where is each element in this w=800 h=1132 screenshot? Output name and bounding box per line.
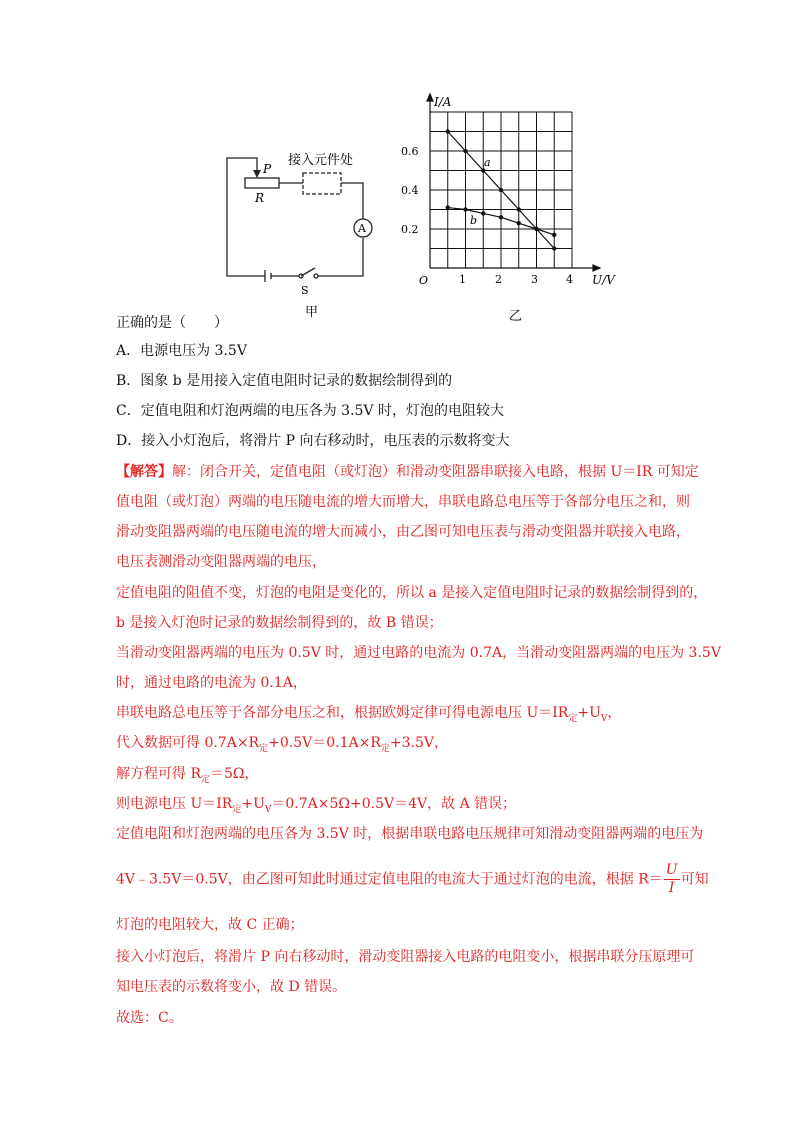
- data-point-b: [446, 205, 450, 209]
- answer-line: 滑动变阻器两端的电压随电流的增大而减小，由乙图可知电压表与滑动变阻器并联接入电路，: [116, 524, 690, 540]
- x-tick-label: 4: [566, 273, 573, 286]
- y-axis-label: I/A: [434, 95, 452, 109]
- data-point-b: [552, 233, 556, 237]
- slot-label: 接入元件处: [288, 153, 354, 168]
- x-axis-label: U/V: [592, 273, 615, 287]
- option-c: C．定值电阻和灯泡两端的电压各为 3.5V 时，灯泡的电阻较大: [116, 403, 504, 419]
- answer-line: b 是接入灯泡时记录的数据绘制得到的，故 B 错误；: [116, 615, 443, 631]
- answer-line: 则电源电压 $U=IR_定+U_V=0.7A\times 5\Omega+0.5V=4V$，故 A 错误；: [116, 796, 517, 815]
- x-tick-label: 1: [459, 273, 466, 286]
- ammeter-label: A: [358, 222, 366, 235]
- answer-line: 灯泡的电阻较大，故 C 正确；: [116, 917, 304, 933]
- data-point-b: [517, 221, 521, 225]
- x-tick-label: 3: [531, 273, 538, 286]
- ohm-fraction: $\frac{U}{I}$: [665, 862, 678, 896]
- answer-line: 代入数据可得 $0.7A\times R_定+0.5V=0.1A\times R_定+3.5V$，: [116, 735, 449, 754]
- answer-tag: 【解答】: [116, 464, 172, 480]
- data-point-b: [463, 207, 467, 211]
- y-tick-label: 0.2: [401, 223, 419, 236]
- answer-line: 定值电阻的阻值不变，灯泡的电阻是变化的，所以 a 是接入定值电阻时记录的数据绘制得到的，: [116, 585, 708, 601]
- data-point-b: [499, 215, 503, 219]
- iu-graph: [401, 88, 635, 328]
- figure-b-caption: 乙: [509, 309, 523, 324]
- circuit-diagram: [215, 140, 385, 320]
- answer-line: 串联电路总电压等于各部分电压之和，根据欧姆定律可得电源电压 $U=IR_定+U_V$，: [116, 705, 622, 724]
- data-point-a: [446, 129, 450, 133]
- answer-line: 故选：C。: [116, 1010, 183, 1026]
- option-a: A．电源电压为 3.5V: [116, 343, 247, 359]
- component-slot: [303, 173, 341, 194]
- answer-line: 4V﹣3.5V＝0.5V，由乙图可知此时通过定值电阻的电流大于通过灯泡的电流，根据 R＝ $\frac{U}{I}$ 可知: [116, 862, 709, 896]
- answer-line: 值电阻（或灯泡）两端的电压随电流的增大而增大，串联电路总电压等于各部分电压之和，则: [116, 494, 690, 510]
- figure-a-caption: 甲: [305, 305, 319, 320]
- answer-line: 定值电阻和灯泡两端的电压各为 3.5V 时，根据串联电路电压规律可知滑动变阻器两端的电压为: [116, 826, 704, 842]
- curve-b-label: b: [470, 214, 478, 227]
- option-b: B．图象 b 是用接入定值电阻时记录的数据绘制得到的: [116, 373, 453, 389]
- y-tick-label: 0.4: [401, 184, 419, 197]
- data-point-a: [517, 207, 521, 211]
- switch-label: S: [301, 284, 309, 297]
- data-point-b: [481, 211, 485, 215]
- data-point-b: [534, 227, 538, 231]
- y-tick-label: 0.6: [401, 145, 419, 158]
- curve-a-label: a: [484, 156, 491, 169]
- x-tick-label: 2: [495, 273, 502, 286]
- answer-line: 知电压表的示数将变小，故 D 错误。: [116, 979, 347, 995]
- label-r: R: [255, 191, 265, 205]
- answer-line: 接入小灯泡后，将滑片 P 向右移动时，滑动变阻器接入电路的电阻变小，根据串联分压原理可: [116, 949, 695, 965]
- slider-arrow-icon: [253, 170, 261, 178]
- answer-line: 解方程可得 $R_定=5\Omega$，: [116, 766, 259, 785]
- data-point-a: [499, 188, 503, 192]
- answer-line: 时，通过电路的电流为 0.1A，: [116, 675, 307, 691]
- x-axis-arrow-icon: [593, 265, 600, 271]
- answer-line: 【解答】解：闭合开关，定值电阻（或灯泡）和滑动变阻器串联接入电路，根据 U＝IR 可知定: [116, 464, 699, 480]
- data-point-a: [463, 149, 467, 153]
- question-stem: 正确的是（ ）: [116, 315, 228, 331]
- answer-line: 电压表测滑动变阻器两端的电压，: [116, 554, 326, 570]
- data-point-a: [552, 246, 556, 250]
- answer-line: 当滑动变阻器两端的电压为 0.5V 时，通过电路的电流为 0.7A，当滑动变阻器两端的电压为 3.5V: [116, 645, 721, 661]
- origin-label: O: [419, 274, 429, 287]
- y-axis-arrow-icon: [427, 94, 433, 101]
- option-d: D．接入小灯泡后，将滑片 P 向右移动时，电压表的示数将变大: [116, 433, 510, 449]
- label-p: P: [263, 162, 272, 176]
- rheostat: [245, 178, 279, 188]
